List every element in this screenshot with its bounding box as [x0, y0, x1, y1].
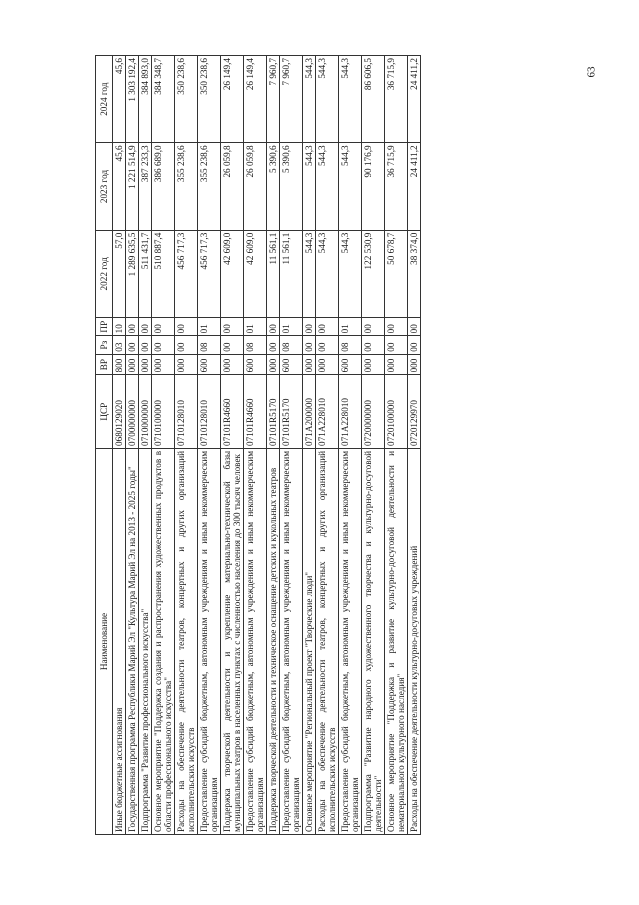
row-rz: 00 — [303, 336, 316, 354]
row-vr: 000 — [139, 354, 152, 375]
row-name: Предоставление субсидий бюджетным, автономным учреждениям и иным некоммерческим организациям — [280, 448, 303, 834]
row-name: Предоставление субсидий бюджетным, автономным учреждениям и иным некоммерческим организациям — [244, 448, 267, 834]
header-2023: 2023 год — [96, 143, 113, 230]
row-pr: 00 — [316, 318, 339, 336]
row-2023: 90 176,9 — [362, 143, 385, 230]
row-csr: 07101R4660 — [221, 375, 244, 449]
row-vr: 000 — [362, 354, 385, 375]
row-2022: 456 717,3 — [198, 230, 221, 317]
row-2022: 57,0 — [113, 230, 126, 317]
row-2024: 45,6 — [113, 56, 126, 143]
row-csr: 0720129970 — [408, 375, 421, 449]
row-pr: 00 — [152, 318, 175, 336]
row-rz: 00 — [126, 336, 139, 354]
row-vr: 000 — [126, 354, 139, 375]
row-vr: 000 — [175, 354, 198, 375]
row-vr: 600 — [339, 354, 362, 375]
row-pr: 00 — [385, 318, 408, 336]
row-2023: 355 238,6 — [198, 143, 221, 230]
row-2023: 355 238,6 — [175, 143, 198, 230]
row-vr: 000 — [408, 354, 421, 375]
row-name: Подпрограмма "Развитие народного художественного творчества и культурно-досуговой деятельности" — [362, 448, 385, 834]
rotated-page — [95, 55, 545, 835]
row-rz: 08 — [339, 336, 362, 354]
row-csr: 07101R5170 — [280, 375, 303, 449]
row-pr: 00 — [139, 318, 152, 336]
table-row — [152, 56, 175, 835]
row-rz: 00 — [408, 336, 421, 354]
row-name: Основное мероприятие "Региональный проект "Творческие люди" — [303, 448, 316, 834]
row-pr: 01 — [339, 318, 362, 336]
row-rz: 00 — [175, 336, 198, 354]
row-pr: 00 — [408, 318, 421, 336]
row-csr: 0710000000 — [139, 375, 152, 449]
budget-table — [95, 55, 421, 835]
row-name: Расходы на обеспечение деятельности театров, концертных и других организаций исполнительских искусств — [316, 448, 339, 834]
row-vr: 000 — [385, 354, 408, 375]
row-name: Поддержка творческой деятельности и укрепление материально-технической базы муниципальных театров в населенных пунктах с численностью населения до 300 тысяч человек — [221, 448, 244, 834]
table-row — [303, 56, 316, 835]
row-2024: 350 238,6 — [198, 56, 221, 143]
row-vr: 800 — [113, 354, 126, 375]
row-2023: 5 390,6 — [280, 143, 303, 230]
row-csr: 0710128010 — [175, 375, 198, 449]
row-name: Основное мероприятие "Поддержка создания и распространения художественных продуктов в области профессионального искусства" — [152, 448, 175, 834]
header-vr: ВР — [96, 354, 113, 375]
row-rz: 00 — [221, 336, 244, 354]
row-rz: 00 — [385, 336, 408, 354]
row-2023: 544,3 — [339, 143, 362, 230]
row-2023: 36 715,9 — [385, 143, 408, 230]
table-row — [221, 56, 244, 835]
row-csr: 0720100000 — [385, 375, 408, 449]
row-rz: 00 — [267, 336, 280, 354]
row-2022: 544,3 — [303, 230, 316, 317]
row-vr: 000 — [316, 354, 339, 375]
row-2022: 544,3 — [339, 230, 362, 317]
row-csr: 0710128010 — [198, 375, 221, 449]
header-pr: ПР — [96, 318, 113, 336]
row-2023: 387 233,3 — [139, 143, 152, 230]
row-2023: 544,3 — [303, 143, 316, 230]
row-pr: 01 — [244, 318, 267, 336]
row-vr: 000 — [221, 354, 244, 375]
row-pr: 00 — [267, 318, 280, 336]
row-2024: 26 149,4 — [221, 56, 244, 143]
row-2023: 1 221 514,9 — [126, 143, 139, 230]
row-rz: 03 — [113, 336, 126, 354]
table-row — [175, 56, 198, 835]
row-2022: 511 431,7 — [139, 230, 152, 317]
row-vr: 000 — [152, 354, 175, 375]
row-2024: 384 348,7 — [152, 56, 175, 143]
row-vr: 600 — [198, 354, 221, 375]
row-2023: 45,6 — [113, 143, 126, 230]
header-2024: 2024 год — [96, 56, 113, 143]
row-rz: 08 — [244, 336, 267, 354]
row-2022: 11 561,1 — [267, 230, 280, 317]
table-row — [198, 56, 221, 835]
row-2024: 86 606,5 — [362, 56, 385, 143]
row-csr: 07101R4660 — [244, 375, 267, 449]
row-pr: 00 — [362, 318, 385, 336]
row-pr: 00 — [175, 318, 198, 336]
table-row — [267, 56, 280, 835]
row-name: Государственная программа Республики Марий Эл "Культура Марий Эл на 2013 - 2025 годы" — [126, 448, 139, 834]
row-csr: 071A228010 — [316, 375, 339, 449]
table-row — [113, 56, 126, 835]
row-2024: 544,3 — [316, 56, 339, 143]
row-rz: 00 — [316, 336, 339, 354]
page-number: 63 — [585, 66, 598, 78]
row-2022: 11 561,1 — [280, 230, 303, 317]
row-name: Поддержка творческой деятельности и техническое оснащение детских и кукольных театров — [267, 448, 280, 834]
table-row — [339, 56, 362, 835]
table-header-row — [96, 56, 113, 835]
row-rz: 00 — [152, 336, 175, 354]
table-row — [280, 56, 303, 835]
row-rz: 00 — [139, 336, 152, 354]
row-2024: 544,3 — [339, 56, 362, 143]
row-csr: 0710100000 — [152, 375, 175, 449]
row-name: Расходы на обеспечение деятельности культурно-досуговых учреждений — [408, 448, 421, 834]
row-2022: 42 609,0 — [244, 230, 267, 317]
row-2023: 26 059,8 — [221, 143, 244, 230]
row-2024: 26 149,4 — [244, 56, 267, 143]
header-2022: 2022 год — [96, 230, 113, 317]
row-2023: 26 059,8 — [244, 143, 267, 230]
row-2024: 544,3 — [303, 56, 316, 143]
row-pr: 01 — [280, 318, 303, 336]
row-name: Иные бюджетные ассигнования — [113, 448, 126, 834]
table-row — [139, 56, 152, 835]
row-pr: 00 — [221, 318, 244, 336]
row-vr: 600 — [244, 354, 267, 375]
row-pr: 00 — [303, 318, 316, 336]
row-csr: 071A200000 — [303, 375, 316, 449]
table-row — [316, 56, 339, 835]
row-2023: 5 390,6 — [267, 143, 280, 230]
row-pr: 01 — [198, 318, 221, 336]
row-csr: 071A228010 — [339, 375, 362, 449]
row-rz: 08 — [198, 336, 221, 354]
row-2024: 24 411,2 — [408, 56, 421, 143]
row-2024: 7 960,7 — [267, 56, 280, 143]
row-2023: 386 689,0 — [152, 143, 175, 230]
row-csr: 0720000000 — [362, 375, 385, 449]
row-2024: 384 893,0 — [139, 56, 152, 143]
row-csr: 07101R5170 — [267, 375, 280, 449]
table-row — [385, 56, 408, 835]
table-row — [126, 56, 139, 835]
row-2022: 38 374,0 — [408, 230, 421, 317]
header-name: Наименование — [96, 448, 113, 834]
table-row — [362, 56, 385, 835]
row-2024: 36 715,9 — [385, 56, 408, 143]
row-csr: 0680129020 — [113, 375, 126, 449]
row-2022: 456 717,3 — [175, 230, 198, 317]
row-vr: 600 — [280, 354, 303, 375]
row-2024: 350 238,6 — [175, 56, 198, 143]
table-row — [408, 56, 421, 835]
row-2023: 544,3 — [316, 143, 339, 230]
row-vr: 000 — [267, 354, 280, 375]
row-2024: 7 960,7 — [280, 56, 303, 143]
row-2022: 510 887,4 — [152, 230, 175, 317]
row-2022: 122 530,9 — [362, 230, 385, 317]
row-rz: 08 — [280, 336, 303, 354]
row-name: Основное мероприятие "Поддержка и развитие культурно-досуговой деятельности и нематериального культурного наследия" — [385, 448, 408, 834]
row-rz: 00 — [362, 336, 385, 354]
row-pr: 10 — [113, 318, 126, 336]
row-name: Подпрограмма "Развитие профессионального искусства" — [139, 448, 152, 834]
row-2022: 42 609,0 — [221, 230, 244, 317]
row-name: Расходы на обеспечение деятельности театров, концертных и других организаций исполнительских искусств — [175, 448, 198, 834]
row-2024: 1 303 192,4 — [126, 56, 139, 143]
row-2022: 50 678,7 — [385, 230, 408, 317]
row-csr: 0700000000 — [126, 375, 139, 449]
header-csr: ЦСР — [96, 375, 113, 449]
header-rz: Рз — [96, 336, 113, 354]
row-2023: 24 411,2 — [408, 143, 421, 230]
row-2022: 544,3 — [316, 230, 339, 317]
row-2022: 1 289 635,5 — [126, 230, 139, 317]
table-row — [244, 56, 267, 835]
row-vr: 000 — [303, 354, 316, 375]
row-name: Предоставление субсидий бюджетным, автономным учреждениям и иным некоммерческим организациям — [198, 448, 221, 834]
row-pr: 00 — [126, 318, 139, 336]
row-name: Предоставление субсидий бюджетным, автономным учреждениям и иным некоммерческим организациям — [339, 448, 362, 834]
